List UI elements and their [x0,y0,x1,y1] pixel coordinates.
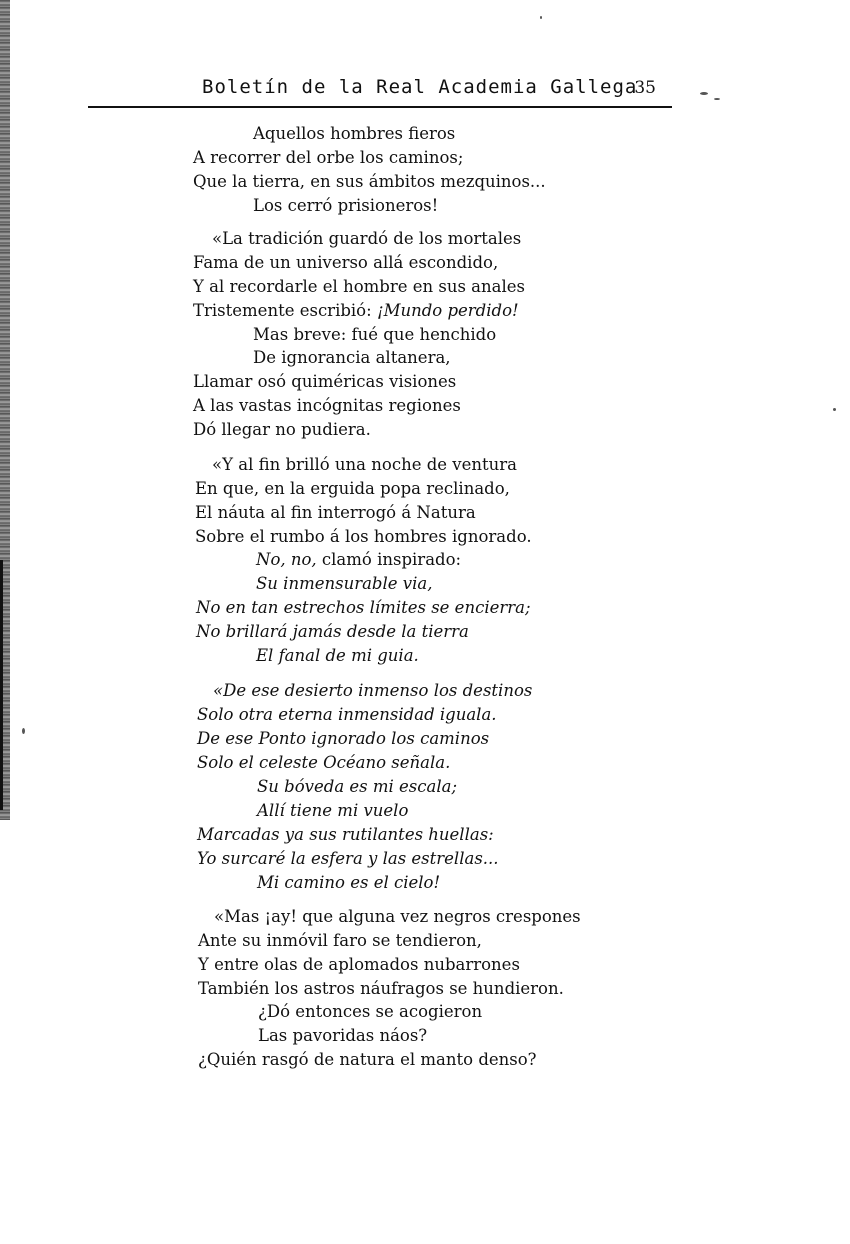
verse-line: A recorrer del orbe los caminos; [193,148,464,167]
verse-italic-phrase: No, no, [256,550,317,569]
verse-line: «La tradición guardó de los mortales [212,229,522,248]
verse-line [256,549,461,571]
verse-line: Mas breve: fué que henchido [253,325,497,344]
verse-line: También los astros náufragos se hundieron. [198,979,564,998]
verse-line: Su bóveda es mi escala; [257,777,458,796]
verse-line: Llamar osó quiméricas visiones [193,372,457,391]
verse-line: Los cerró prisioneros! [253,196,439,215]
verse-line: ¿Quién rasgó de natura el manto denso? [198,1050,537,1069]
verse-line: Que la tierra, en sus ámbitos mezquinos... [193,172,546,191]
verse-line: El fanal de mi guia. [256,646,419,665]
verse-line: El náuta al fin interrogó á Natura [195,503,476,522]
verse-line: Solo el celeste Océano señala. [197,753,451,772]
verse-line: Y al recordarle el hombre en sus anales [193,277,525,296]
journal-title: Boletín de la Real Academia Gallega [202,76,638,98]
verse-line: Sobre el rumbo á los hombres ignorado. [195,527,532,546]
verse-line: Aquellos hombres fieros [253,124,456,143]
verse-line: Solo otra eterna inmensidad iguala. [197,705,497,724]
verse-line: De ignorancia altanera, [253,348,451,367]
verse-line: «Mas ¡ay! que alguna vez negros crespones [214,907,581,926]
verse-line: De ese Ponto ignorado los caminos [197,729,490,748]
verse-line: No en tan estrechos límites se encierra; [196,598,531,617]
verse-line: Su inmensurable via, [256,574,433,593]
verse-line: Mi camino es el cielo! [257,873,441,892]
verse-line: Ante su inmóvil faro se tendieron, [198,931,482,950]
verse-line: Marcadas ya sus rutilantes huellas: [197,825,494,844]
verse-text: clamó inspirado: [316,550,462,569]
verse-line: ¿Dó entonces se acogieron [258,1002,483,1021]
verse-line: Dó llegar no pudiera. [193,420,371,439]
verse-line: Y entre olas de aplomados nubarrones [198,955,520,974]
verse-line: «De ese desierto inmenso los destinos [213,681,533,700]
verse-line: «Y al fin brilló una noche de ventura [212,455,517,474]
verse-text: Tristemente escribió: [193,301,377,320]
verse-line: Allí tiene mi vuelo [257,801,409,820]
verse-line [193,300,519,322]
verse-italic-phrase: ¡Mundo perdido! [376,301,519,320]
verse-line: En que, en la erguida popa reclinado, [195,479,510,498]
verse-line: No brillará jamás desde la tierra [196,622,469,641]
verse-line: Yo surcaré la esfera y las estrellas... [197,849,499,868]
verse-line: A las vastas incógnitas regiones [193,396,461,415]
verse-line: Fama de un universo allá escondido, [193,253,499,272]
verse-line: Las pavoridas náos? [258,1026,428,1045]
page-number: 35 [634,78,656,98]
